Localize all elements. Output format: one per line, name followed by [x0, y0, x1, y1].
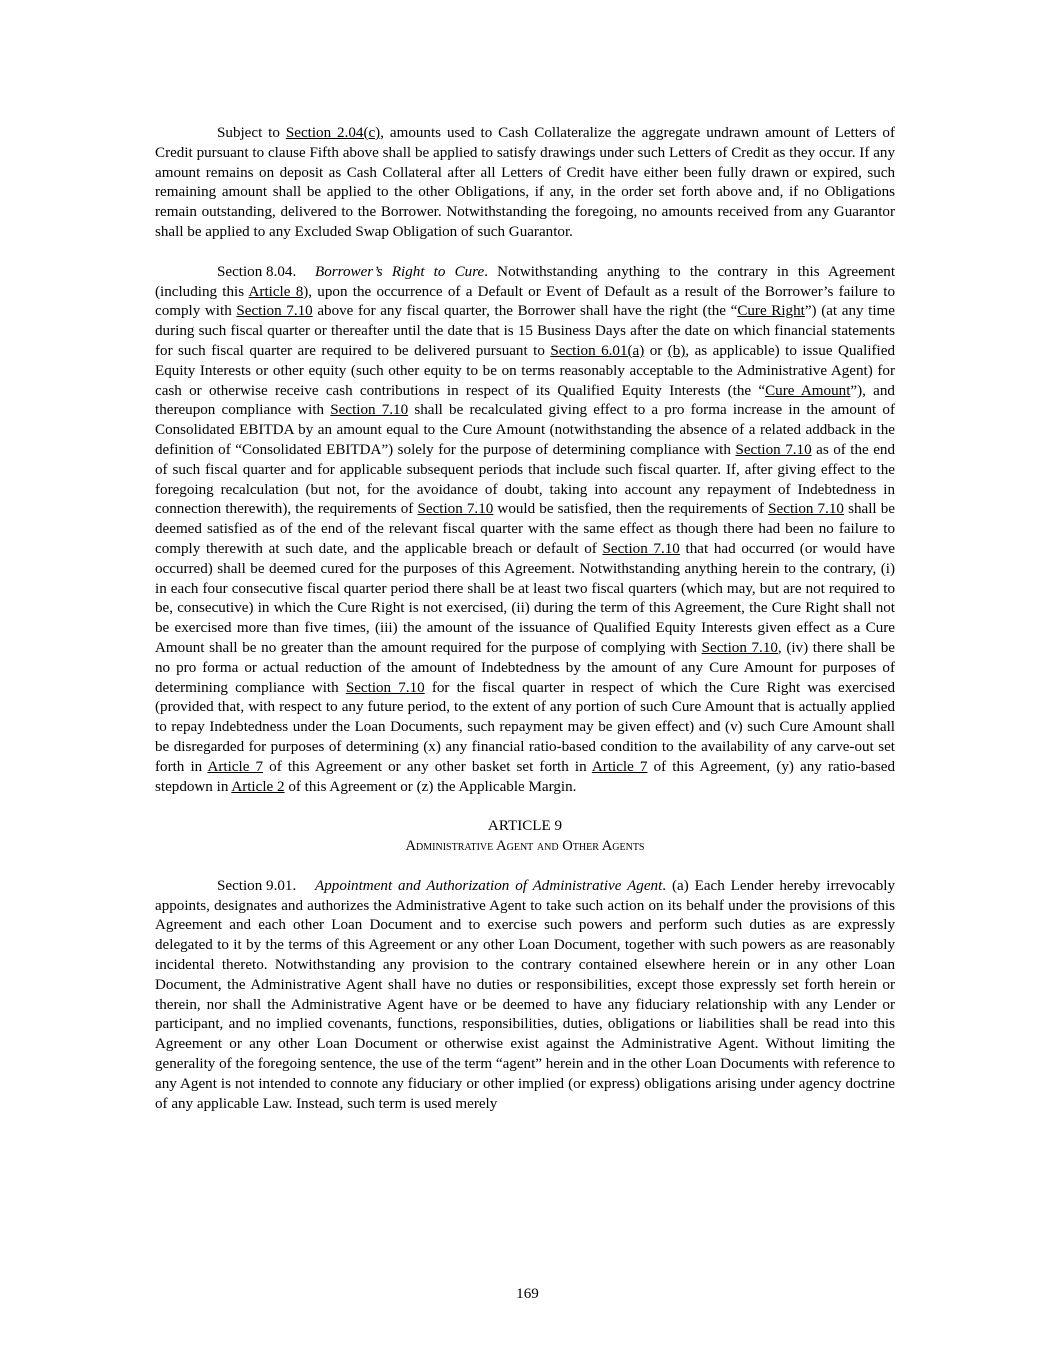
- cross-reference: Section 7.10: [735, 441, 812, 458]
- section-9-01: [155, 877, 895, 1115]
- section-8-04: [155, 263, 895, 798]
- cross-reference: Section 7.10: [330, 402, 409, 419]
- cross-reference: Article 7: [207, 758, 264, 775]
- cross-reference: Article 2: [231, 778, 285, 795]
- cross-reference: Section 7.10: [602, 540, 680, 557]
- cross-reference: Section 7.10: [768, 501, 844, 518]
- text: above for any fiscal quarter, the Borrower shall have the right (the “: [312, 303, 738, 320]
- text: of this Agreement or (z) the Applicable Margin.: [284, 778, 577, 795]
- cross-reference: Article 8: [248, 283, 304, 300]
- section-title: Borrower’s Right to Cure: [315, 263, 485, 280]
- text: shall be deemed satisfied as of the end of the relevant fiscal quarter with the same effect as though there had been no failure to comply therewith at such date, and the applicable breach or default of: [155, 501, 895, 557]
- text: or: [644, 342, 668, 359]
- article-heading: ARTICLE 9: [487, 818, 563, 835]
- text: ”), and thereupon compliance with: [155, 382, 895, 419]
- text: ), upon the occurrence of a Default or Event of Default as a result of the Borrower’s failure to comply with: [155, 283, 895, 320]
- cross-reference: Section 7.10: [417, 501, 494, 518]
- text: of this Agreement or any other basket set forth in: [263, 758, 592, 775]
- text: would be satisfied, then the requirements of: [493, 501, 769, 518]
- paragraph-subject-to: [155, 124, 895, 243]
- text: for the fiscal quarter in respect of which the Cure Right was exercised (provided that, with respect to any future period, to the extent of any portion of such Cure Amount that is actually applied to repay Indebtedness under the Loan Documents, such repayment may be given effect) and (v) such Cure Amount shall be disregarded for purposes of determining (x) any financial ratio-based condition to the availability of any carve-out set forth in: [155, 679, 895, 775]
- cross-reference: Section 7.10: [345, 679, 425, 696]
- section-number: Section 8.04.: [217, 263, 297, 280]
- text: shall be recalculated giving effect to a pro forma increase in the amount of Consolidated EBITDA by an amount equal to the Cure Amount (notwithstanding the absence of a related addback in the definition of “Consolidated EBITDA”) solely for the purpose of determining compliance with: [155, 402, 895, 458]
- section-title: Appointment and Authorization of Administrative Agent: [315, 877, 663, 894]
- section-number: Section 9.01.: [217, 877, 297, 894]
- cross-reference: Section 7.10: [701, 639, 778, 656]
- text: Subject to: [217, 125, 286, 141]
- text: of this Agreement, (y) any ratio-based stepdown in: [155, 758, 896, 795]
- text: , as applicable) to issue Qualified Equity Interests or other equity (such other equity to be on terms reasonably acceptable to the Administrative Agent) for cash or otherwise receive cash contributions in respect of its Qualified Equity Interests (the “: [155, 342, 895, 399]
- cross-reference: Section 7.10: [236, 303, 313, 320]
- cross-reference: (b): [667, 342, 686, 359]
- text: as of the end of such fiscal quarter and for applicable subsequent periods that include such fiscal quarter. If, after giving effect to the foregoing recalculation (but not, for the avoidance of doubt, taking into account any repayment of Indebtedness in connection therewith), the requirements of: [155, 441, 895, 518]
- cross-reference: Section 6.01(a): [550, 342, 645, 359]
- text: . Notwithstanding anything to the contrary in this Agreement (including this: [155, 263, 896, 300]
- text: , amounts used to Cash Collateralize the aggregate undrawn amount of Letters of Credit pursuant to clause Fifth above shall be applied to satisfy drawings under such Letters of Credit as they occur. If any amount remains on deposit as Cash Collateral after all Letters of Credit have either been fully drawn or expired, such remaining amount shall be applied to the other Obligations, if any, in the order set forth above and, if no Obligations remain outstanding, delivered to the Borrower. Notwithstanding the foregoing, no amounts received from any Guarantor shall be applied to any Excluded Swap Obligation of such Guarantor.: [155, 125, 896, 240]
- page-number: 169: [516, 1286, 539, 1302]
- defined-term: Cure Amount: [765, 382, 851, 399]
- text: , (iv) there shall be no pro forma or actual reduction of the amount of Indebtedness by the amount of any Cure Amount for purposes of determining compliance with: [155, 639, 895, 696]
- text: . (a) Each Lender hereby irrevocably appoints, designates and authorizes the Administrative Agent to take such action on its behalf under the provisions of this Agreement and each other Loan Document and to exercise such powers and perform such duties as are expressly delegated to it by the terms of this Agreement or any other Loan Document, together with such powers as are reasonably incidental thereto. Notwithstanding any provision to the contrary contained elsewhere herein or in any other Loan Document, the Administrative Agent shall have no duties or responsibilities, except those expressly set forth herein or therein, nor shall the Administrative Agent have or be deemed to have any fiduciary relationship with any Lender or participant, and no implied covenants, functions, responsibilities, duties, obligations or liabilities shall be read into this Agreement or any other Loan Document or otherwise exist against the Administrative Agent. Without limiting the generality of the foregoing sentence, the use of the term “agent” herein and in the other Loan Documents with reference to any Agent is not intended to connote any fiduciary or other implied (or express) obligations arising under agency doctrine of any applicable Law. Instead, such term is used merely: [155, 877, 896, 1112]
- text: ”) (at any time during such fiscal quarter or thereafter until the date that is 15 Business Days after the date on which financial statements for such fiscal quarter are required to be delivered pursuant to: [155, 303, 895, 359]
- article-subheading: Administrative Agent and Other Agents: [405, 838, 645, 855]
- defined-term: Cure Right: [737, 303, 805, 320]
- text: that had occurred (or would have occurred) shall be deemed cured for the purposes of this Agreement. Notwithstanding anything herein to the contrary, (i) in each four consecutive fiscal quarter period there shall be at least two fiscal quarters (which may, but are not required to be, consecutive) in which the Cure Right is not exercised, (ii) during the term of this Agreement, the Cure Right shall not be exercised more than five times, (iii) the amount of the issuance of Qualified Equity Interests given effect as a Cure Amount shall be no greater than the amount required for the purpose of complying with: [155, 540, 895, 656]
- page-content: [155, 124, 895, 1114]
- cross-reference: Article 7: [591, 758, 648, 775]
- cross-reference: Section 2.04(c): [285, 125, 381, 141]
